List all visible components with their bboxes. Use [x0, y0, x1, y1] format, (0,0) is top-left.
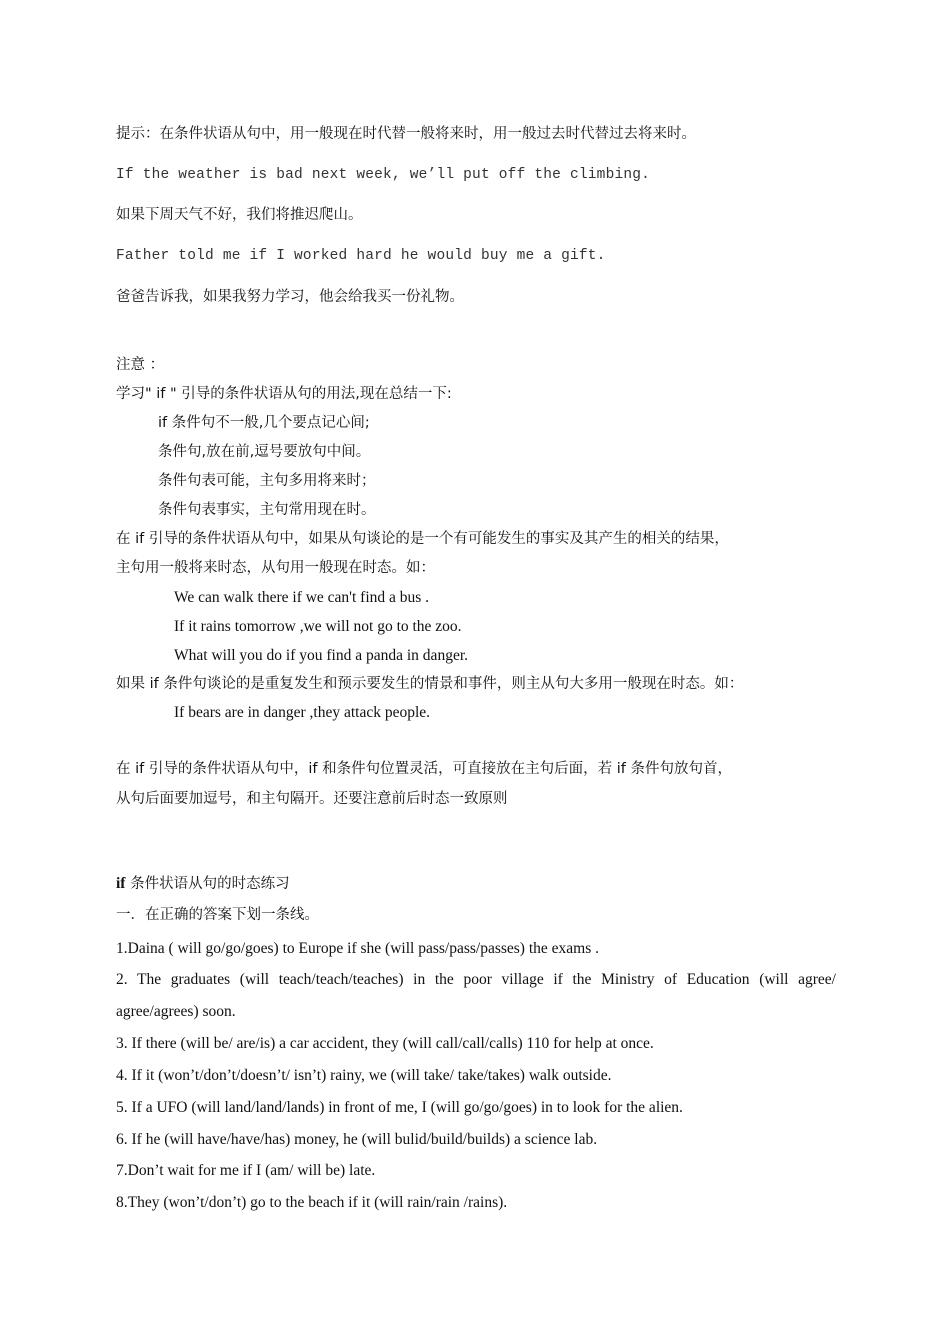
exercise-question-3: 3. If there (will be/ are/is) a car accident, they (will call/call/calls) 110 for help at once. — [116, 1035, 654, 1052]
rule-1-example: If it rains tomorrow ,we will not go to the zoo. — [174, 618, 462, 635]
notes-intro: 学习" if " 引导的条件状语从句的用法,现在总结一下: — [116, 386, 452, 402]
rule-1-example: What will you do if you find a panda in danger. — [174, 647, 469, 664]
example-chinese-1: 如果下周天气不好，我们将推迟爬山。 — [116, 207, 363, 223]
exercise-instruction: 一．在正确的答案下划一条线。 — [116, 907, 319, 923]
example-chinese-2: 爸爸告诉我，如果我努力学习，他会给我买一份礼物。 — [116, 289, 464, 305]
rule-1-line-1: 在 if 引导的条件状语从句中，如果从句谈论的是一个有可能发生的事实及其产生的相关的结果， — [116, 531, 729, 547]
rule-3-line-2: 从句后面要加逗号，和主句隔开。还要注意前后时态一致原则 — [116, 791, 508, 807]
rhyme-line: if 条件句不一般,几个要点记心间; — [158, 415, 370, 431]
rhyme-line: 条件句表事实，主句常用现在时。 — [158, 502, 376, 518]
exercise-question-4: 4. If it (won’t/don’t/doesn’t/ isn’t) rainy, we (will take/ take/takes) walk outside. — [116, 1067, 612, 1084]
exercise-question-6: 6. If he (will have/have/has) money, he (will bulid/build/builds) a science lab. — [116, 1131, 598, 1148]
rhyme-line: 条件句表可能，主句多用将来时； — [158, 473, 376, 489]
exercise-question-2-line-1: 2. The graduates (will teach/teach/teaches) in the poor village if the Ministry of Education (will agree/ — [116, 971, 836, 988]
rule-2: 如果 if 条件句谈论的是重复发生和预示要发生的情景和事件，则主从句大多用一般现在时态。如： — [116, 676, 744, 692]
example-english-1: If the weather is bad next week, we’ll put off the climbing. — [116, 167, 651, 183]
exercise-title-text: 条件状语从句的时态练习 — [125, 876, 290, 892]
exercise-question-5: 5. If a UFO (will land/land/lands) in front of me, I (will go/go/goes) in to look for the alien. — [116, 1099, 683, 1116]
hint-line: 提示：在条件状语从句中，用一般现在时代替一般将来时，用一般过去时代替过去将来时。 — [116, 126, 696, 142]
rhyme-line: 条件句,放在前,逗号要放句中间。 — [158, 444, 371, 460]
exercise-title — [116, 874, 290, 894]
example-english-2: Father told me if I worked hard he would buy me a gift. — [116, 248, 606, 264]
exercise-question-1: 1.Daina ( will go/go/goes) to Europe if she (will pass/pass/passes) the exams . — [116, 940, 599, 957]
notes-heading: 注意 ： — [116, 357, 165, 373]
rule-1-line-2: 主句用一般将来时态，从句用一般现在时态。如： — [116, 560, 435, 576]
rule-2-example: If bears are in danger ,they attack people. — [174, 704, 431, 721]
rule-3-line-1: 在 if 引导的条件状语从句中，if 和条件句位置灵活，可直接放在主句后面，若 if 条件句放句首， — [116, 761, 732, 777]
exercise-question-8: 8.They (won’t/don’t) go to the beach if it (will rain/rain /rains). — [116, 1194, 508, 1211]
rule-1-example: We can walk there if we can't find a bus . — [174, 589, 430, 606]
exercise-title-if: if — [116, 875, 126, 892]
exercise-question-2-line-2: agree/agrees) soon. — [116, 1003, 236, 1020]
exercise-question-7: 7.Don’t wait for me if I (am/ will be) late. — [116, 1162, 376, 1179]
